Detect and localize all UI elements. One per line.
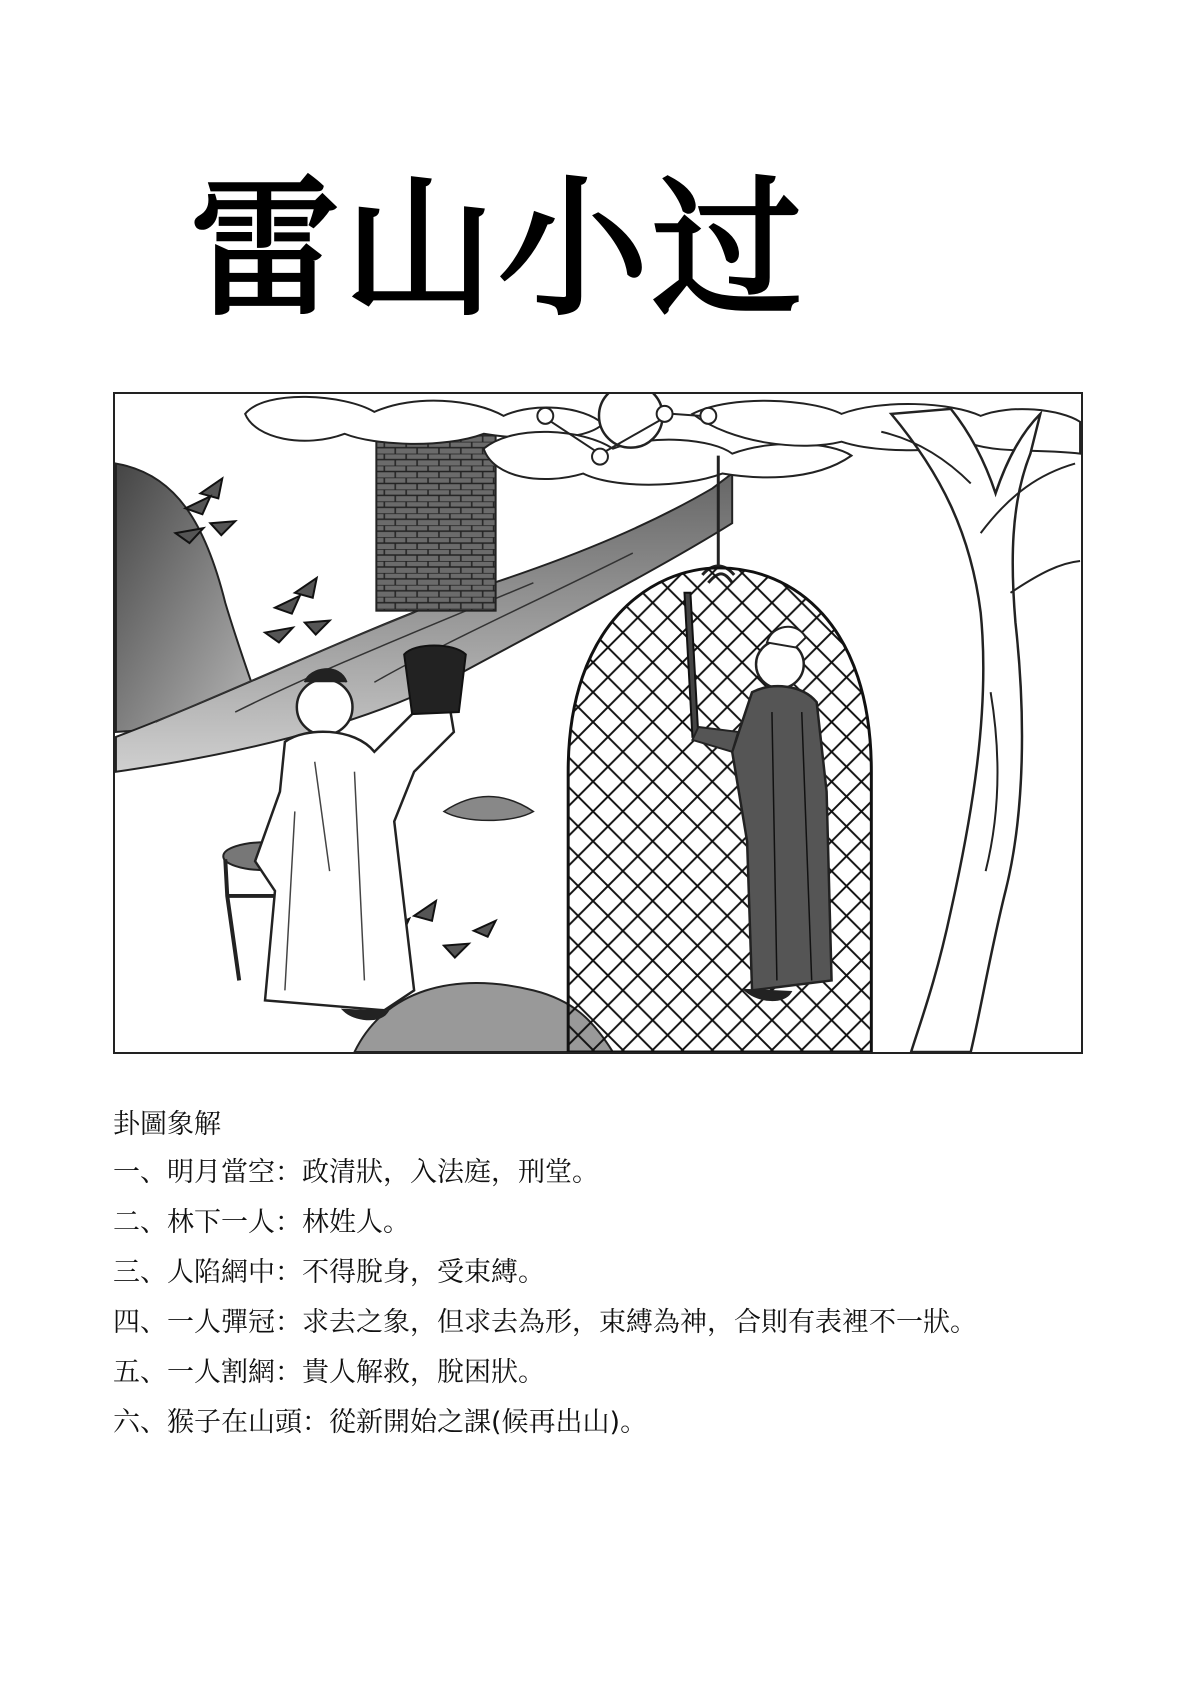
item-number: 三、	[113, 1257, 167, 1288]
item-meaning: 政清狀，入法庭，刑堂。	[302, 1157, 599, 1188]
item-separator: ：	[275, 1307, 302, 1338]
item-meaning: 求去之象，但求去為形，束縛為神，合則有表裡不一狀。	[302, 1307, 977, 1338]
list-item	[113, 1153, 1113, 1193]
item-separator: ：	[275, 1357, 302, 1388]
item-subject: 人陷網中	[167, 1257, 275, 1288]
item-separator: ：	[275, 1157, 302, 1188]
list-item	[113, 1253, 1113, 1293]
item-number: 五、	[113, 1357, 167, 1388]
item-subject: 林下一人	[167, 1207, 275, 1238]
brick-tower	[376, 422, 495, 611]
list-item	[113, 1303, 1113, 1343]
item-meaning: 林姓人。	[302, 1207, 410, 1238]
item-number: 二、	[113, 1207, 167, 1238]
item-meaning: 貴人解救，脫困狀。	[302, 1357, 545, 1388]
item-meaning: 不得脫身，受束縛。	[302, 1257, 545, 1288]
item-number: 一、	[113, 1157, 167, 1188]
list-item	[113, 1403, 1113, 1443]
explanation-list	[113, 1153, 1113, 1443]
item-subject: 一人割網	[167, 1357, 275, 1388]
explanation-heading: 卦圖象解	[113, 1109, 221, 1140]
item-separator: ：	[275, 1257, 302, 1288]
page-title: 雷山小过	[190, 163, 807, 337]
hexagram-illustration	[113, 392, 1083, 1054]
list-item	[113, 1203, 1113, 1243]
item-subject: 一人彈冠	[167, 1307, 275, 1338]
item-separator: ：	[302, 1407, 329, 1438]
item-separator: ：	[275, 1207, 302, 1238]
item-number: 四、	[113, 1307, 167, 1338]
hexagram-explanation	[113, 1105, 1113, 1453]
tree	[881, 409, 1080, 1052]
item-number: 六、	[113, 1407, 167, 1438]
item-subject: 明月當空	[167, 1157, 275, 1188]
list-item	[113, 1353, 1113, 1393]
item-meaning: 從新開始之課(候再出山)。	[329, 1407, 648, 1438]
item-subject: 猴子在山頭	[167, 1407, 302, 1438]
